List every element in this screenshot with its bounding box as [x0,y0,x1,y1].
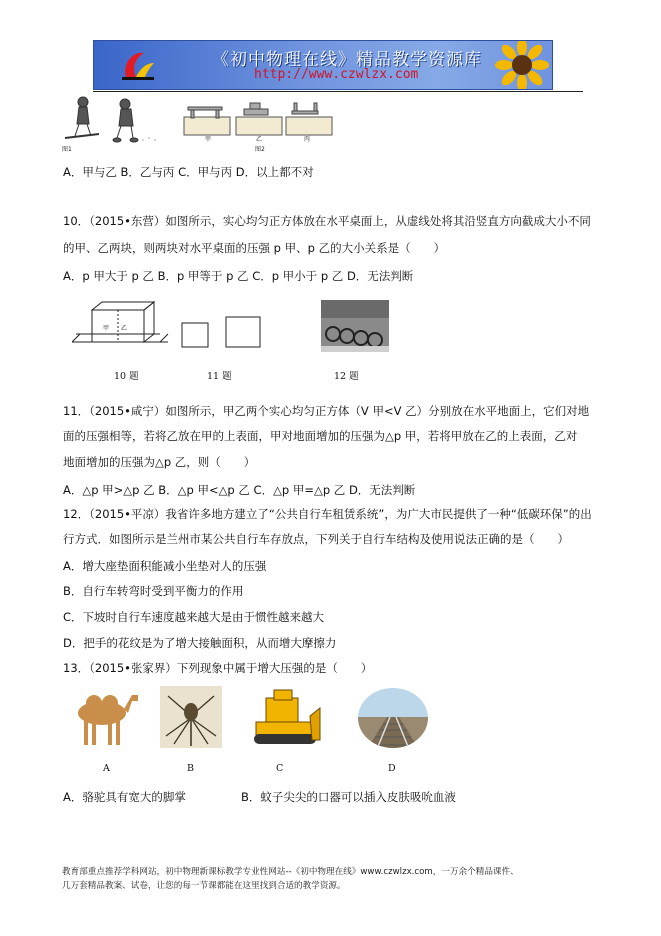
q12-bike-photo [321,300,389,352]
page-footer [62,865,519,893]
q11-cubes-figure [180,315,270,349]
footer-line2: 几万套精品教案、试卷，让您的每一节课都能在这里找到合适的教学资源。 [62,881,346,891]
q13-bulldozer-image [250,688,322,748]
q12-option-c: C．下坡时自行车速度越来越大是由于惯性越来越大 [63,610,325,624]
q12-option-d: D．把手的花纹是为了增大接触面积，从而增大摩擦力 [63,636,337,650]
q11-stem-line1: 11．（2015•咸宁）如图所示，甲乙两个实心均匀正方体（V 甲<V 乙）分别放在水平地面上，它们对地 [63,404,590,418]
q9-fig2-label: 图2 [255,146,265,153]
q9-fig2-part-jia: 甲 [205,136,212,143]
q11-stem-line2: 面的压强相等，若将乙放在甲的上表面，甲对地面增加的压强为△p 甲，若将甲放在乙的上表面，乙对 [63,429,578,443]
q13-camel-image [64,687,142,749]
q12-option-a: A．增大座垫面积能减小坐垫对人的压强 [63,559,267,573]
q13-option-b: B．蚊子尖尖的口器可以插入皮肤吸吮血液 [241,790,456,804]
q13-stem: 13．（2015•张家界）下列现象中属于增大压强的是（ ） [63,661,373,675]
q12-option-b: B．自行车转弯时受到平衡力的作用 [63,584,244,598]
q10-block-yi: 乙 [121,325,128,332]
q9-options: A．甲与乙 B．乙与丙 C．甲与丙 D．以上都不对 [63,165,314,179]
site-logo-icon [118,47,158,83]
banner-title: 《初中物理在线》精品教学资源库 [212,50,482,70]
sunflower-icon [494,40,550,90]
q13-label-a: A [103,763,110,774]
q13-mosquito-image [160,686,222,748]
q9-fig2-part-yi: 乙 [256,136,263,143]
banner-url: http://www.czwlzx.com [254,67,419,82]
q12-stem-line2: 行方式．如图所示是兰州市某公共自行车存放点，下列关于自行车结构及使用说法正确的是（ ） [63,532,569,546]
q9-fig2-part-bing: 丙 [304,136,311,143]
q13-label-c: C [276,763,284,774]
header-rule [93,91,583,92]
q10-block-jia: 甲 [103,325,110,332]
footer-line1: 教育部重点推荐学科网站，初中物理新课标教学专业性网站--《初中物理在线》www.czwlzx.com，一万余个精品课件、 [62,867,519,877]
q9-fig1-skiers [63,94,163,148]
q11-stem-line3: 地面增加的压强为△p 乙，则（ ） [63,455,256,469]
q11-options: A．△p 甲>△p 乙 B．△p 甲<△p 乙 C．△p 甲=△p 乙 D．无法判断 [63,483,416,497]
fig-caption-12: 12 题 [334,371,359,382]
q13-label-b: B [187,763,194,774]
q13-option-a: A．骆驼具有宽大的脚掌 [63,790,186,804]
q13-label-d: D [388,763,396,774]
q10-stem-line2: 的甲、乙两块，则两块对水平桌面的压强 p 甲、p 乙的大小关系是（ ） [63,241,446,255]
fig-caption-10: 10 题 [114,371,139,382]
fig-caption-11: 11 题 [207,371,232,382]
q13-railway-image [357,687,429,749]
q9-fig1-label: 图1 [62,146,72,153]
q12-stem-line1: 12．（2015•平凉）我省许多地方建立了“公共自行车租赁系统”，为广大市民提供了一种“低碳环保”的出 [63,507,592,521]
header-banner [93,40,553,90]
q10-stem-line1: 10．（2015•东营）如图所示，实心均匀正方体放在水平桌面上，从虚线处将其沿竖直方向截成大小不同 [63,214,591,228]
q10-options: A．p 甲大于 p 乙 B．p 甲等于 p 乙 C．p 甲小于 p 乙 D．无法判断 [63,269,414,283]
